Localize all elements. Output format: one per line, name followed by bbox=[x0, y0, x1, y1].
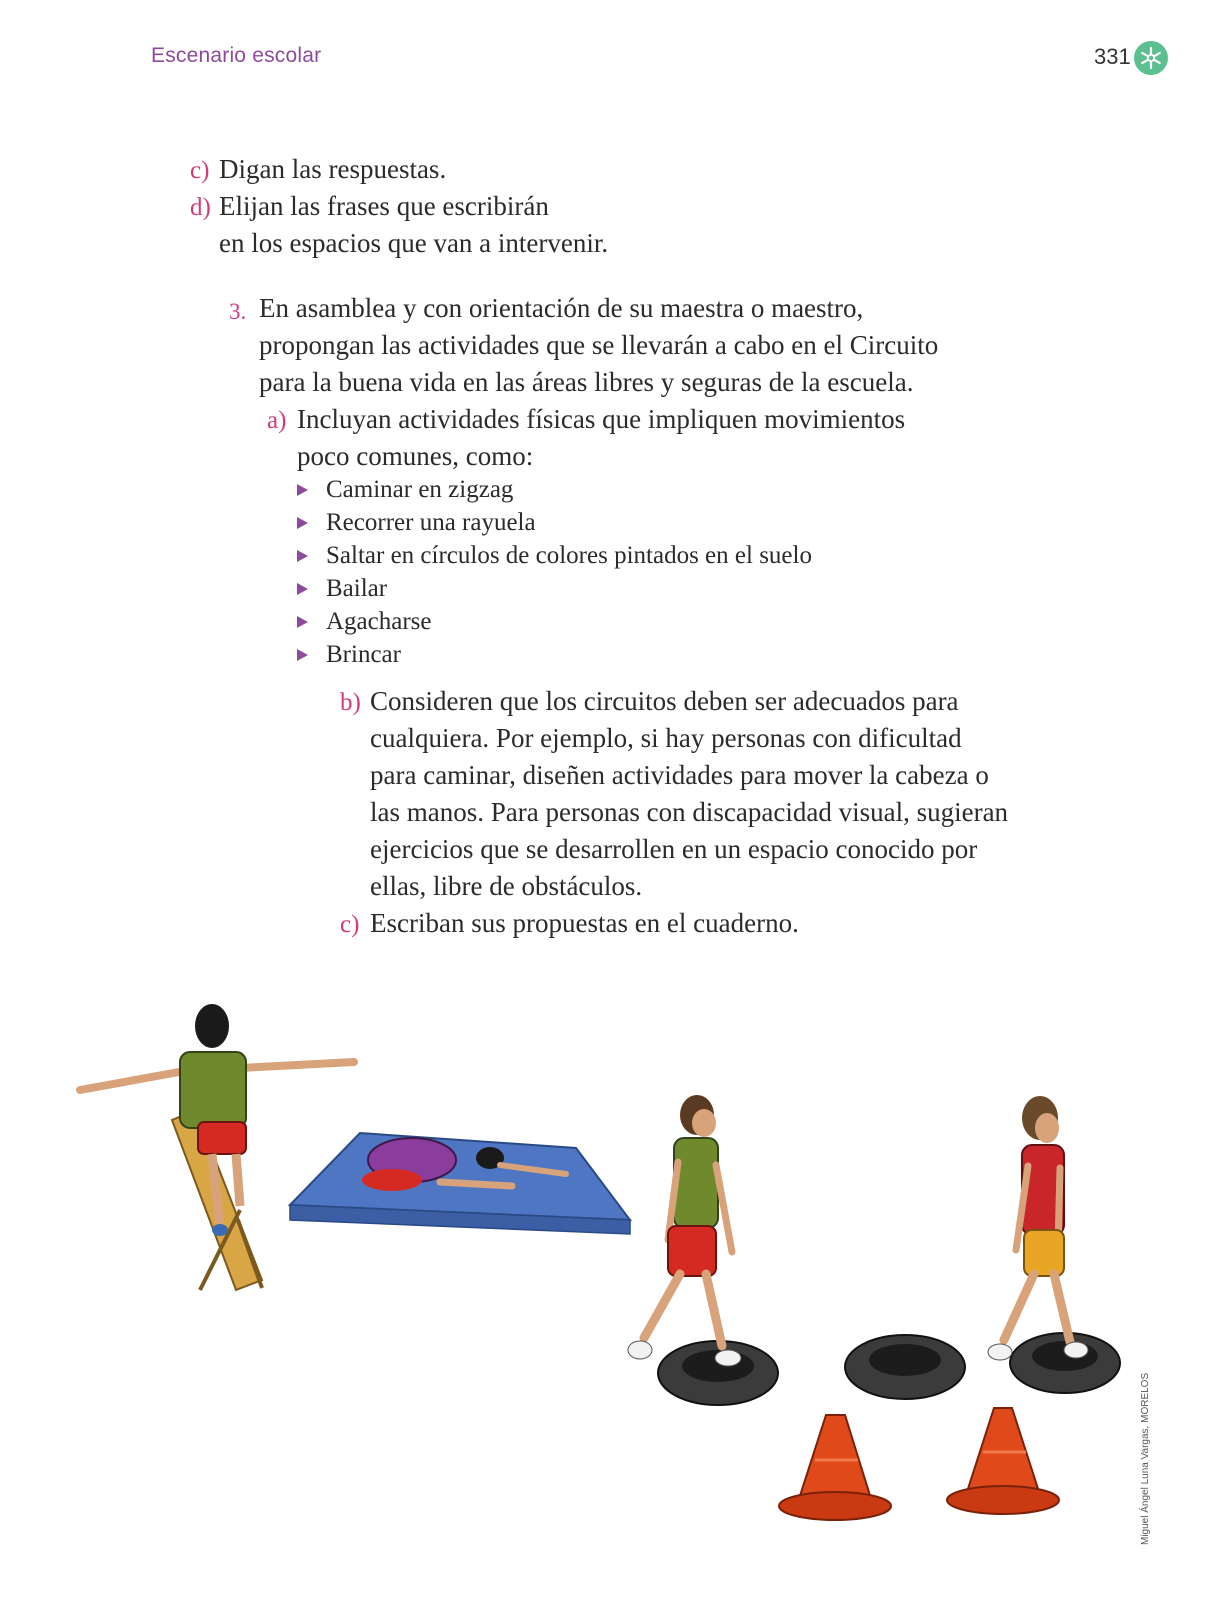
sub-item-b bbox=[340, 688, 361, 715]
paragraph-line: Consideren que los circuitos deben ser adecuados para bbox=[370, 686, 959, 716]
list-marker: a) bbox=[267, 407, 287, 434]
item-number: 3. bbox=[229, 299, 247, 324]
tire-2 bbox=[845, 1335, 965, 1399]
traffic-cone-1 bbox=[779, 1415, 891, 1520]
list-item-continuation: en los espacios que van a intervenir. bbox=[219, 228, 609, 258]
activity-illustration bbox=[0, 990, 1214, 1570]
paragraph-line: Incluyan actividades físicas que impliquen movimientos bbox=[297, 404, 906, 434]
bullet-arrow-icon bbox=[297, 616, 308, 628]
tire-3 bbox=[1010, 1333, 1120, 1393]
bullet-arrow-icon bbox=[297, 649, 308, 661]
paragraph-line: Escriban sus propuestas en el cuaderno. bbox=[370, 908, 799, 938]
list-item-c bbox=[190, 156, 209, 183]
bullet-item: Bailar bbox=[326, 575, 388, 602]
paragraph-line: ejercicios que se desarrollen en un espacio conocido por bbox=[370, 834, 978, 864]
balance-bench-figure bbox=[80, 1004, 354, 1290]
list-item-d bbox=[190, 193, 211, 220]
bullet-arrow-icon bbox=[297, 517, 308, 529]
bullet-arrow-icon bbox=[297, 484, 308, 496]
bullet-item: Brincar bbox=[326, 641, 401, 668]
section-title: Escenario escolar bbox=[151, 44, 322, 67]
paragraph-line: cualquiera. Por ejemplo, si hay personas con dificultad bbox=[370, 723, 962, 753]
tire-1 bbox=[658, 1341, 778, 1405]
bullet-item: Caminar en zigzag bbox=[326, 476, 514, 503]
paragraph-line: ellas, libre de obstáculos. bbox=[370, 871, 643, 901]
bullet-item: Recorrer una rayuela bbox=[326, 509, 536, 536]
sub-item-a bbox=[267, 406, 286, 433]
list-marker: d) bbox=[190, 194, 211, 221]
paragraph-line: para caminar, diseñen actividades para mover la cabeza o bbox=[370, 760, 989, 790]
walking-boy-figure bbox=[628, 1095, 741, 1366]
list-item-text: Elijan las frases que escribirán bbox=[219, 191, 549, 221]
snowflake-icon bbox=[1134, 41, 1168, 75]
sub-item-c bbox=[340, 910, 359, 937]
list-marker: c) bbox=[340, 911, 360, 938]
paragraph-line: las manos. Para personas con discapacidad visual, sugieran bbox=[370, 797, 1009, 827]
walking-girl-figure bbox=[988, 1096, 1088, 1360]
bullet-arrow-icon bbox=[297, 550, 308, 562]
traffic-cone-2 bbox=[947, 1408, 1059, 1514]
bullet-item: Agacharse bbox=[326, 608, 432, 635]
exercise-mat-figure bbox=[290, 1133, 630, 1234]
page-number: 331 bbox=[1094, 44, 1131, 69]
list-marker: c) bbox=[190, 157, 210, 184]
paragraph-line: En asamblea y con orientación de su maestra o maestro, bbox=[259, 293, 864, 323]
bullet-item: Saltar en círculos de colores pintados en el suelo bbox=[326, 542, 812, 569]
list-marker: b) bbox=[340, 689, 361, 716]
paragraph-line: propongan las actividades que se llevarán a cabo en el Circuito bbox=[259, 330, 939, 360]
list-item-text: Digan las respuestas. bbox=[219, 154, 447, 184]
item-3-number bbox=[229, 297, 246, 324]
illustration-credit: Miguel Ángel Luna Vargas, MORELOS bbox=[1140, 1372, 1151, 1545]
paragraph-line: para la buena vida en las áreas libres y seguras de la escuela. bbox=[259, 367, 914, 397]
bullet-arrow-icon bbox=[297, 583, 308, 595]
paragraph-line: poco comunes, como: bbox=[297, 441, 534, 471]
